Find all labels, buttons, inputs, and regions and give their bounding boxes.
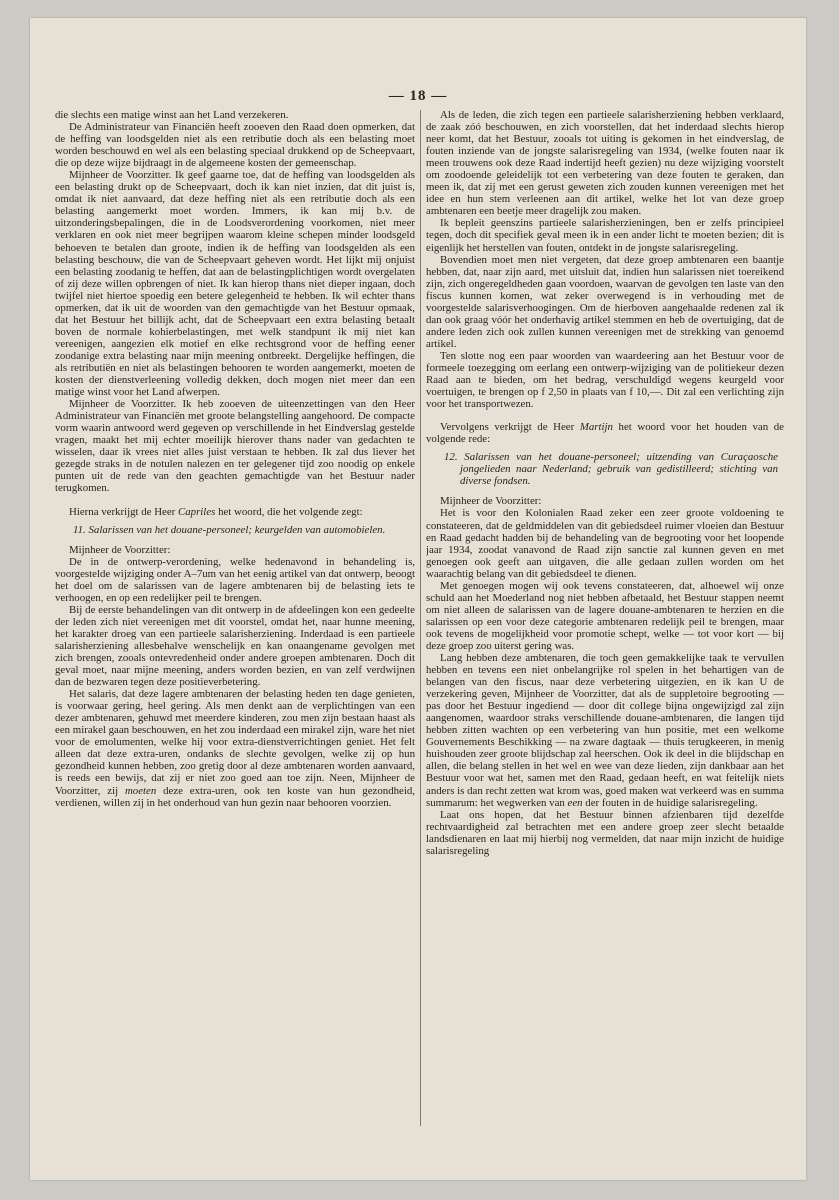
paragraph [55, 688, 415, 808]
paragraph: Ik bepleit geenszins partieele salarisherzieningen, ben er zelfs principieel tegen, doch dit specifiek geval meen ik in een ander licht te moeten bezien; dit is eigenlijk het herstellen van fouten, ontdekt in de jongste salarisregeling. [426, 217, 784, 254]
speaker-intro-text: het woord voor het houden van de volgende rede: [426, 421, 784, 446]
agenda-item-title: Salarissen van het douane-personeel; keurgelden van automobielen. [88, 523, 386, 536]
paragraph-text: Lang hebben deze ambtenaren, die toch geen gemakkelijke taak te vervullen hebben en tevens een niet onbelangrijke rol spelen in het behartigen van de belangen van den fiscus, naar deze verbetering uitgezien, en ik kan U de verzekering geven, Mijnheer de Voorzitter, dat als de suppletoire begrooting — pas door het Bestuur ingediend — door dit college bijna ongewijzigd zal zijn aangenomen, waardoor straks verschillende douane-ambtenaren, die langen tijd hebben zitten wachten op een verbetering van hun positie, met een welkome Gouvernements Beschikking — na zware dagtaak — thuis terugkeeren, in menig huishouden zeer groote blijdschap zal heerschen. Ook ik deel in die blijdschap en allen, die belang stellen in het wel en wee van deze lieden, zijn dankbaar aan het Bestuur voor wat het, samen met den Raad, gedaan heeft, en wat feitelijk niets anders is dan recht zetten wat krom was, goed maken wat verkeerd was en summa summarum: het wegwerken van [426, 652, 784, 809]
paragraph: Met genoegen mogen wij ook tevens constateeren, dat, alhoewel wij onze schuld aan het Moederland nog niet hebben afbetaald, het Bestuur stappen neemt om niet alleen de salarissen van de lagere douane-ambtenaren te herzien en die salarissen op een voor deze categorie ambtenaren redelijk peil te brengen, maar ook tevens de mogelijkheid voor promotie schept, welke — tot voor kort — bij deze groep zoo uiterst gering was. [426, 579, 784, 652]
agenda-item-number: 12. [444, 451, 458, 464]
page-number: — 18 — [388, 88, 448, 104]
speaker-intro-text: Hierna verkrijgt de Heer [69, 505, 178, 518]
speaker-intro [426, 421, 784, 445]
speaker-intro-text: Vervolgens verkrijgt de Heer [440, 421, 580, 434]
document-page [30, 18, 806, 1180]
paragraph-text: deze extra-uren, ook ten koste van hun gezondheid, verdienen, willen zij in het onderhoud van hun gezin naar behooren voorzien. [55, 784, 415, 809]
speaker-name: Capriles [178, 505, 216, 518]
paragraph: die slechts een matige winst aan het Land verzekeren. [55, 109, 289, 121]
paragraph: De Administrateur van Financiën heeft zooeven den Raad doen opmerken, dat de heffing van loodsgelden niet als een retributie doch als een belasting moet worden beschouwd en wel als een belasting speciaal drukkend op de Scheepvaart, die op deze wijze bijdraagt in de algemeene kosten der gemeenschap. [55, 121, 415, 170]
agenda-item-title: Salarissen van het douane-personeel; uitzending van Curaçaosche jongelieden naar Nederland; gebruik van gedistilleerd; stichting van diverse fondsen. [460, 451, 778, 488]
paragraph: De in de ontwerp-verordening, welke hedenavond in behandeling is, voorgestelde wijziging onder A–7um van het eenig artikel van dat ontwerp, beoogt het doel om de salarissen van de lagere ambtenaren bij de belasting iets te verhoogen, en op een redelijker peil te brengen. [55, 555, 415, 604]
column-divider [420, 110, 421, 1126]
paragraph: Bovendien moet men niet vergeten, dat deze groep ambtenaren een baantje hebben, dat, naar zijn aard, met uitsluit dat, indien hun salarissen niet toereikend zijn, zich ongeregeldheden gaan voordoen, waarvan de gevolgen ten laste van den fiscus kunnen komen, wat zeker overwegend is in verhouding met de voorgestelde salarisverhoogingen. Om de hierboven aangehaalde redenen zal ik dan ook graag vóór het onderhavig artikel stemmen en heb de overtuiging, dat de andere leden zich ook zullen kunnen vereenigen met de strekking van genoemd artikel. [426, 253, 784, 350]
paragraph-text: Het salaris, dat deze lagere ambtenaren der belasting heden ten dage genieten, is voorwaar gering, heel gering. Als men denkt aan de verplichtingen van een dezer ambtenaren, gehuwd met meerdere kinderen, zou men zijn bestaan haast als een mirakel gaan beschouwen, en het zou inderdaad een mirakel zijn, ware het niet voor de emolumenten, welke hij voor extra-dienstverrichtingen geniet. Het felt alleen dat deze extra-uren, ondanks de slechte gevolgen, welke zij op hun gezondheid kunnen hebben, zoo gretig door al deze ambtenaren worden aanvaard, is reeds een bewijs, dat zij er niet zoo goed aan toe zijn. Neen, Mijnheer de Voorzitter, zij [55, 688, 415, 797]
speaker-name: Martijn [579, 421, 613, 434]
emphasis: moeten [124, 784, 157, 797]
paragraph: Bij de eerste behandelingen van dit ontwerp in de afdeelingen kon een gedeelte der leden zich niet vereenigen met dit voorstel, omdat het, naar hunne meening, het karakter droeg van een partieele salarisherziening. Inderdaad is een partieele salarisherziening allesbehalve wenschelijk en kan onaangename gevolgen met zich brengen, zooals ontevredenheid onder andere groepen ambtenaren. Doch dit geval moet, naar mijne meening, anders worden bezien, en van zelf verdwijnen dan de bezwaren tegen deze positieverbetering. [55, 603, 415, 689]
agenda-item-11 [55, 524, 415, 536]
agenda-item-number: 11. [73, 523, 86, 536]
paragraph: Het is voor den Kolonialen Raad zeker een zeer groote voldoening te constateeren, dat de geldmiddelen van dit gebiedsdeel ruimer vloeien dan Bestuur en Raad gedacht hadden bij de behandeling van de begrooting voor het loopende jaar 1934, zoodat vanavond de Raad zijn sanctie zal kunnen geven en met genoegen ook geeft aan uitgaven, die alle gedaan zullen worden om het waarachtig belang van dit gebiedsdeel te dienen. [426, 507, 784, 580]
salutation: Mijnheer de Voorzitter: [440, 495, 542, 508]
salutation: Mijnheer de Voorzitter: [69, 543, 171, 556]
agenda-item-12 [426, 451, 784, 487]
emphasis: een [567, 796, 583, 809]
speaker-intro [55, 506, 415, 518]
paragraph [426, 652, 784, 809]
paragraph: Als de leden, die zich tegen een partieele salarisherziening hebben verklaard, de zaak zóó beschouwen, en zich voorstellen, dat het inderdaad slechts hierop neer komt, dat het Bestuur, zooals tot uiting is gekomen in het eindverslag, de fouten inziende van de jongste salarisregeling van 1934, (welke fouten naar ik meen trouwens ook deze Raad indertijd heeft gezien) nu deze wijziging voorstelt om zoodoende geleidelijk tot een verbetering van deze fouten te geraken, dan meen ik, dat zij met een gerust geweten zich zouden kunnen vereenigen met het idee en hun stem verleenen aan dit artikel, welke het lot van deze groep ambtenaren een beetje meer dragelijk zou maken. [426, 109, 784, 218]
speaker-intro-text: het woord, die het volgende zegt: [215, 505, 363, 518]
right-column [426, 109, 784, 1129]
paragraph: Mijnheer de Voorzitter. Ik heb zooeven de uiteenzettingen van den Heer Administrateur van Financiën met groote belangstelling aangehoord. De compacte vorm waarin antwoord werd gegeven op verschillende in het Eindverslag gestelde vragen, maakt het mij echter moeilijk hierover thans nader van gedachten te wisselen, daar ik vrees niet alles juist verstaan te hebben. Ik zal dus liever het gezegde straks in de notulen nalezen en ter gelegener tijd zoo noodig op enkele punten uit de rede van den geachten gemachtigde van het Bestuur nader terugkomen. [55, 398, 415, 495]
paragraph-text: der fouten in de huidige salarisregeling. [582, 796, 758, 809]
paragraph: Mijnheer de Voorzitter. Ik geef gaarne toe, dat de heffing van loodsgelden als een belasting drukt op de Scheepvaart, doch ik kan niet inzien, dat dit juist is, omdat ik niet aanvaard, dat deze heffing niet als een retributie doch als een belasting aangemerkt moet worden. Immers, ik kan mij b.v. de uitzonderingsbepalingen, die in de Loodsverordening voorkomen, niet meer verklaren en ook niet meer begrijpen waarom kleine schepen minder loodsgeld behoeven te betalen dan groote, indien ik de heffing van loodsgelden als een belasting beschouw, die van de Scheepvaart geheven wordt. Het lijkt mij onjuist een belasting zoodanig te heffen, dat aan de belastingplichtigen wordt overgelaten of zij deze willen opbrengen of niet. Ik kan hierop thans niet dieper ingaan, doch twijfel niet hiertoe spoedig een betere gelegenheid te hebben. Ik wil echter thans opmerken, dat ik uit de woorden van den gemachtigde van het Bestuur opmaak, dat het Bestuur het billijk acht, dat de Scheepvaart een extra belasting betaalt boven de normale kohierbelastingen, met welk standpunt ik mij niet kan vereenigen, aangezien elk motief en elke rechtsgrond voor de heffing eener zoodanige extra belasting naar mijn meening ontbreekt. Dergelijke heffingen, die als retributiën en niet als belastingen behooren te worden aangemerkt, moeten de kosten der dienstverleening volledig dekken, doch mogen niet meer dan een matige winst voor het Land afwerpen. [55, 169, 415, 399]
left-column [55, 109, 415, 1129]
paragraph: Laat ons hopen, dat het Bestuur binnen afzienbaren tijd dezelfde rechtvaardigheid zal betrachten met een andere groep zeer slecht betaalde landsdienaren en laat mij hierbij nog vermelden, dat naar mijn inzicht de huidige salarisregeling [426, 808, 784, 857]
paragraph: Ten slotte nog een paar woorden van waardeering aan het Bestuur voor de formeele toezegging om eerlang een ontwerp-wijziging van de politiekeur dezen Raad aan te bieden, om het bedrag, verschuldigd wegens keurgeld voor voertuigen, te brengen op f 2,50 in plaats van f 10,—. Dit zal een verlichting zijn voor het transportwezen. [426, 349, 784, 411]
